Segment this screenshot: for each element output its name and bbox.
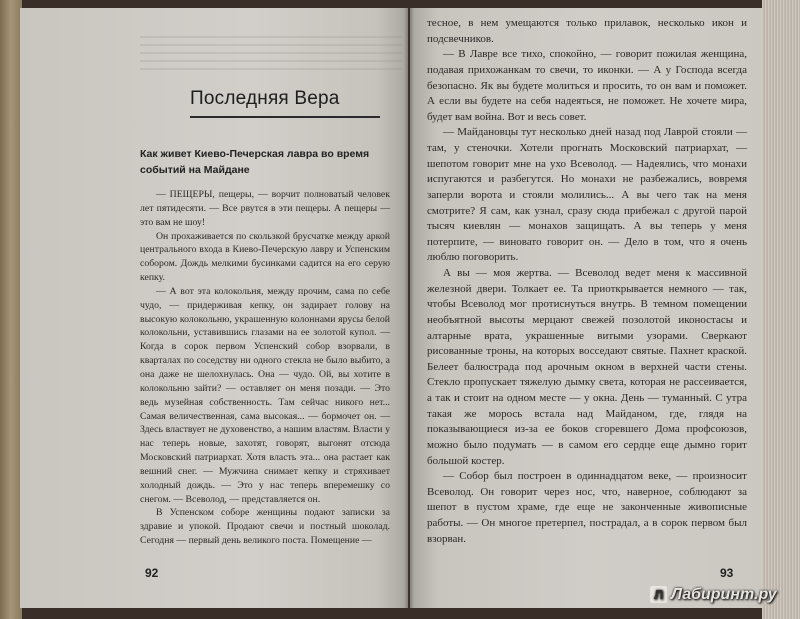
labirint-logo-icon: Л (650, 586, 667, 603)
page-number-left: 92 (145, 566, 159, 580)
book-gutter (404, 8, 414, 608)
bleed-through-text (140, 36, 402, 76)
paragraph: — ПЕЩЕРЫ, пещеры, — ворчит полноватый человек лет пятидесяти. — Все рвутся в эти пещеры. А пещеры — это вам не шоу! (140, 189, 390, 228)
paragraph: В Успенском соборе женщины подают записки за здравие и упокой. Продают свечи и постный шоколад. Сегодня — первый день великого поста. Помещение — (140, 507, 390, 547)
scan-left-edge (0, 0, 22, 619)
page-edges (762, 0, 800, 619)
paragraph: Он прохаживается по скользкой брусчатке между аркой центрального входа в Киево-Печерскую лавру и Успенским собором. Дождь мелкими бусинками садится на его серую кепку. (140, 230, 390, 284)
chapter-title: Последняя Вера (190, 88, 340, 109)
page-number-right: 93 (720, 566, 734, 580)
paragraph: — Собор был построен в одиннадцатом веке, — произносит Всеволод. Он говорит через нос, что, наверное, соблюдают за шепот в пустом храме, где еще не законченные живописные работы. — Он многое претерпел, пострадал, а в сорок первом был взорван. (427, 470, 747, 545)
paragraph: — А вот эта колокольня, между прочим, сама по себе чудо, — придерживая кепку, он задирает голову на высокую колокольню, украшенную колоннами ярусы белой колокольни, уставившись глазами на ее золотой купол. — Когда в сорок первом Успенский собор взорвали, в кварталах по соседству ни одного стекла не было выбито, а она даже не шелохнулась. Она — чудо. Ой, вы хотите в колокольню зайти? — оставляет он меня позади. — Это ведь музейная собственность. Там сейчас никого нет... Самая величественная, сама высокая... — бормочет он. — Здесь властвует не духовенство, а нашим властям. Власти у нас теперь новые, захотят, говорят, выгонят отсюда Московский патриархат. Хотя власть эта... она растает как вешний снег. — Мужчина снимает кепку и стряхивает холодный дождь. — Это у нас теперь вперемешку со снегом. — Всеволод, — представляется он. (140, 285, 390, 505)
paragraph: — В Лавре все тихо, спокойно, — говорит пожилая женщина, подавая прихожанкам то свечи, то иконки. — А у Господа всегда безопасно. Як вы будете молиться и просить, то он вам и поможет. А если вы будете на себя надеяться, не поможет. Не хочете мира, будет вам война. Вот и весь совет. (427, 48, 747, 123)
right-page-text (427, 16, 747, 547)
paragraph: тесное, в нем умещаются только прилавок, несколько икон и подсвечников. (427, 17, 747, 45)
title-rule (190, 116, 380, 118)
watermark-text: Лабиринт.ру (671, 586, 777, 603)
left-page-text (140, 188, 390, 548)
paragraph: А вы — моя жертва. — Всеволод ведет меня к массивной железной двери. Толкает ее. Та приоткрывается немного — так, чтобы Всеволод мог протиснуться внутрь. В темном помещении необъятной высоты мерцают свежей позолотой иконостасы и алтарные врата, украшенные витыми узорами. Сверкают рисованные троны, на которых восседают святые. Пахнет краской. Белеет балюстрада под арочным окном в верхней части стены. Стекло пропускает тяжелую дымку света, которая не рассеивается, а так и стоит на одном месте — у окна. День — туманный. С утра такая же морось встала над Майданом, где, глядя на показывающиеся из-за ее боков сгоревшего Дома профсоюзов, можно было подумать — в самом его сердце еще дымно горит большой костер. (427, 267, 747, 467)
paragraph: — Майдановцы тут несколько дней назад под Лаврой стояли — там, у стеночки. Хотели прогнать Московский патриархат, — шепотом говорит мне на ухо Всеволод. — Надеялись, что монахи испугаются и разбегутся. Но монахи не разбежались, вовремя заперли ворота и стояли молились... А вы чего так на меня смотрите? Я сам, как узнал, сразу сюда прибежал с другой парой тысяч киевлян — монахов защищать. А вы теперь у меня потерпите, — виновато говорит он. — Дело в том, что я очень люблю поговорить. (427, 126, 747, 264)
chapter-subtitle: Как живет Киево-Печерская лавра во время событий на Майдане (140, 148, 370, 176)
watermark (650, 586, 777, 604)
